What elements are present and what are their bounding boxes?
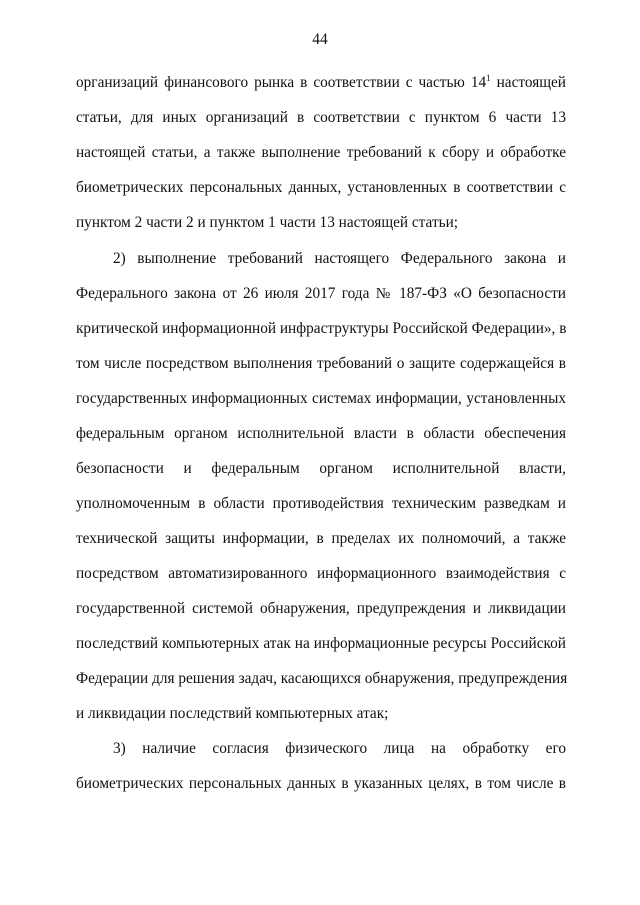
text-line — [76, 72, 566, 94]
text-line: критической информационной инфраструктуры Российской Федерации», в — [76, 320, 567, 337]
text-line: посредством автоматизированного информационного взаимодействия с — [76, 565, 566, 582]
text-line-tail: настоящей — [490, 74, 566, 91]
text-line: уполномоченным в области противодействия техническим разведкам и — [76, 495, 566, 512]
text-line: государственной системой обнаружения, предупреждения и ликвидации — [76, 600, 566, 617]
text-line: пунктом 2 части 2 и пунктом 1 части 13 настоящей статьи; — [76, 214, 459, 231]
text-line: настоящей статьи, а также выполнение требований к сбору и обработке — [76, 144, 566, 161]
text-line: биометрических персональных данных в указанных целях, в том числе в — [76, 775, 566, 792]
text-line: 2) выполнение требований настоящего Федерального закона и — [113, 250, 566, 267]
text-line: последствий компьютерных атак на информационные ресурсы Российской — [76, 635, 566, 652]
superscript: 1 — [486, 73, 491, 83]
text-line: статьи, для иных организаций в соответствии с пунктом 6 части 13 — [76, 109, 566, 126]
text-line: Федерального закона от 26 июля 2017 года № 187-ФЗ «О безопасности — [76, 285, 566, 302]
text-line: Федерации для решения задач, касающихся обнаружения, предупреждения — [76, 670, 568, 687]
text-line: 3) наличие согласия физического лица на обработку его — [113, 740, 566, 757]
page-number: 44 — [312, 31, 328, 48]
text-line: государственных информационных системах информации, установленных — [76, 390, 566, 407]
text-line: биометрических персональных данных, установленных в соответствии с — [76, 179, 566, 196]
text-line: том числе посредством выполнения требований о защите содержащейся в — [76, 355, 566, 372]
text-line: технической защиты информации, в пределах их полномочий, а также — [76, 530, 566, 547]
text-line: и ликвидации последствий компьютерных атак; — [76, 705, 389, 722]
text-line: безопасности и федеральным органом исполнительной власти, — [76, 460, 566, 477]
text-line-main: организаций финансового рынка в соответствии с частью 14 — [76, 74, 487, 91]
text-line: федеральным органом исполнительной власти в области обеспечения — [76, 425, 566, 442]
